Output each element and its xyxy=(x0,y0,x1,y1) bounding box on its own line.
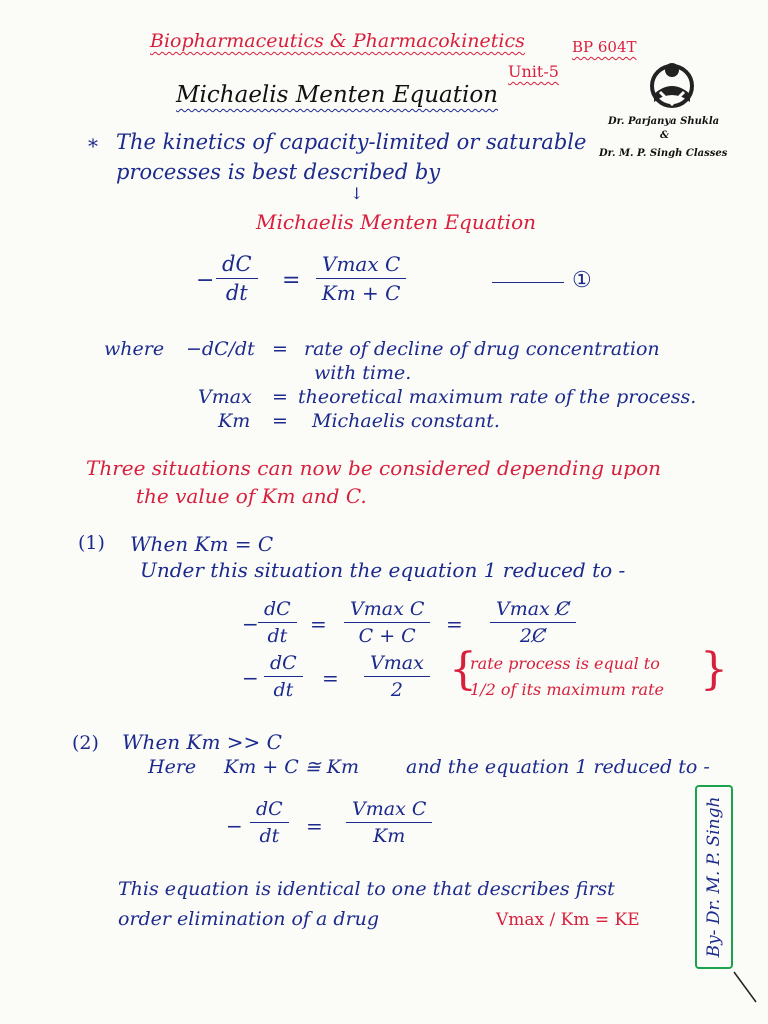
case1-eq1-mid-num: Vmax C xyxy=(344,598,430,623)
case1-eq1-equals: = xyxy=(310,612,327,636)
eq1-rhs-fraction xyxy=(316,252,406,305)
highlight-equation-name: Michaelis Menten Equation xyxy=(256,210,536,234)
case1-eq1-rhs-den: 2C̸ xyxy=(519,625,547,647)
course-code: BP 604T xyxy=(572,38,637,56)
page-title: Michaelis Menten Equation xyxy=(176,82,498,108)
case1-text: Under this situation the equation 1 reduced to - xyxy=(140,558,626,582)
case2-condition: When Km >> C xyxy=(122,730,282,754)
logo xyxy=(640,58,704,110)
situations-line-2: the value of Km and C. xyxy=(136,484,367,508)
case2-eq-lhs-num: dC xyxy=(250,798,289,823)
def1-eq: = xyxy=(272,338,288,360)
eq1-rhs-num: Vmax C xyxy=(316,252,406,279)
case1-eq2-rhs-num: Vmax xyxy=(364,652,430,677)
eq1-number: ① xyxy=(572,268,592,293)
def3-eq: = xyxy=(272,410,288,432)
logo-amp: & xyxy=(660,130,670,141)
case1-eq1-mid xyxy=(344,598,430,647)
intro-line-1: The kinetics of capacity-limited or saturable xyxy=(116,130,587,154)
note-brace-left: { xyxy=(449,644,477,695)
pen-mark xyxy=(730,968,760,1008)
def1-term: −dC/dt xyxy=(186,338,255,360)
case1-eq2-rhs xyxy=(364,652,430,701)
eq1-leader-line xyxy=(492,282,564,283)
case1-eq1-rhs-num: Vmax C̸ xyxy=(490,598,576,623)
def1-text: rate of decline of drug concentration xyxy=(304,338,660,360)
case2-eq-minus: − xyxy=(226,814,243,838)
case2-eq-rhs-num: Vmax C xyxy=(346,798,432,823)
case1-eq1-rhs xyxy=(490,598,576,647)
case1-eq1-equals-2: = xyxy=(446,612,463,636)
case2-eq-lhs-den: dt xyxy=(259,825,280,847)
case2-approx: Km + C ≅ Km xyxy=(224,756,359,778)
signature-text: By- Dr. M. P. Singh xyxy=(704,796,724,958)
def3-text: Michaelis constant. xyxy=(312,410,500,432)
case2-conclusion-2: order elimination of a drug xyxy=(118,908,380,930)
case2-text: and the equation 1 reduced to - xyxy=(406,756,710,778)
case1-eq1-lhs-num: dC xyxy=(258,598,297,623)
ke-relation: Vmax / Km = KE xyxy=(496,910,640,930)
eq1-equals: = xyxy=(282,268,301,293)
def2-eq: = xyxy=(272,386,288,408)
case2-eq-equals: = xyxy=(306,814,323,838)
bullet: * xyxy=(88,134,98,158)
note-brace-right: } xyxy=(700,644,728,695)
logo-institute: Dr. M. P. Singh Classes xyxy=(599,148,728,159)
subject-title: Biopharmaceutics & Pharmacokinetics xyxy=(150,30,525,52)
situations-line-1: Three situations can now be considered depending upon xyxy=(86,456,662,480)
case2-eq-rhs xyxy=(346,798,432,847)
case1-eq1-minus: − xyxy=(242,612,259,636)
signature-box xyxy=(695,785,733,969)
case1-eq2-lhs xyxy=(264,652,303,701)
logo-mark-icon xyxy=(640,58,704,110)
def3-term: Km xyxy=(218,410,251,432)
case1-eq1-mid-den: C + C xyxy=(358,625,416,647)
case2-number: (2) xyxy=(72,732,99,754)
logo-author: Dr. Parjanya Shukla xyxy=(608,116,720,127)
eq1-lhs-fraction xyxy=(216,252,258,305)
def2-text: theoretical maximum rate of the process. xyxy=(298,386,697,408)
def2-term: Vmax xyxy=(198,386,252,408)
eq1-rhs-den: Km + C xyxy=(321,281,401,305)
case1-eq2-rhs-den: 2 xyxy=(390,679,403,701)
case2-eq-rhs-den: Km xyxy=(373,825,406,847)
case1-number: (1) xyxy=(78,532,105,554)
def1-text-cont: with time. xyxy=(314,362,412,384)
case2-conclusion-1: This equation is identical to one that describes first xyxy=(118,878,615,900)
case1-eq1-lhs xyxy=(258,598,297,647)
case1-condition: When Km = C xyxy=(130,532,274,556)
case2-eq-lhs xyxy=(250,798,289,847)
case2-here: Here xyxy=(148,756,197,778)
eq1-lhs-num: dC xyxy=(216,252,258,279)
case1-eq2-lhs-num: dC xyxy=(264,652,303,677)
case1-note-2: 1/2 of its maximum rate xyxy=(470,680,664,699)
case1-eq1-lhs-den: dt xyxy=(267,625,288,647)
case1-eq2-minus: − xyxy=(242,666,259,690)
case1-eq2-equals: = xyxy=(322,666,339,690)
unit-label: Unit-5 xyxy=(508,62,559,81)
intro-line-2: processes is best described by xyxy=(116,160,441,184)
arrow-down-icon: ↓ xyxy=(350,184,364,203)
eq1-minus: − xyxy=(196,268,215,293)
case1-eq2-lhs-den: dt xyxy=(273,679,294,701)
case1-note-1: rate process is equal to xyxy=(470,654,660,673)
where-label: where xyxy=(104,338,165,360)
eq1-lhs-den: dt xyxy=(225,281,248,305)
